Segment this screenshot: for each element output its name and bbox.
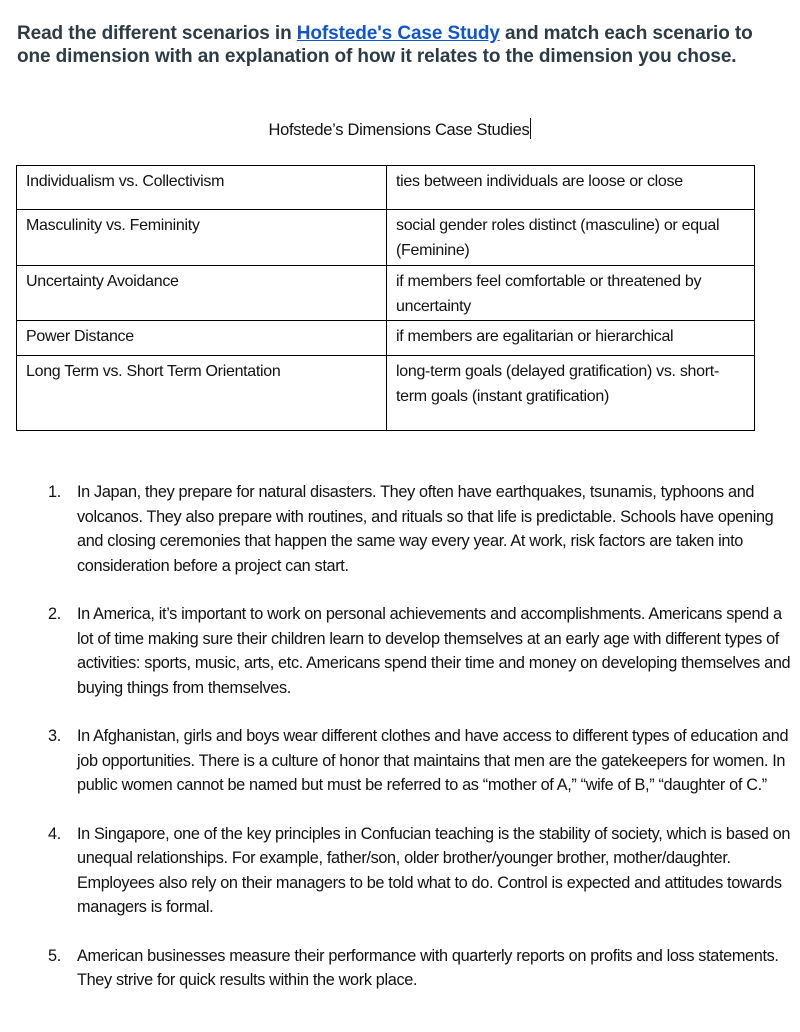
scenario-number: 5. <box>48 946 61 965</box>
scenario-item <box>0 944 800 993</box>
scenario-text: In Singapore, one of the key principles in Confucian teaching is the stability of society, which is based on unequal relationships. For example, father/son, older brother/younger brother, mother/daughter. Employees also rely on their managers to be told what to do. Control is expected and attitudes towards managers is formal. <box>77 824 791 916</box>
scenario-text: In Afghanistan, girls and boys wear different clothes and have access to different types of education and job opportunities. There is a culture of honor that maintains that men are the gatekeepers for women. In public women cannot be named but must be referred to as “mother of A,” “wife of B,” “daughter of C.” <box>77 727 789 794</box>
scenario-item <box>0 822 800 920</box>
scenario-number: 3. <box>48 727 61 745</box>
dimension-name: Masculinity vs. Femininity <box>17 210 387 266</box>
dimension-name: Long Term vs. Short Term Orientation <box>17 356 387 431</box>
document-title-text: Hofstede’s Dimensions Case Studies <box>268 121 530 139</box>
scenario-number: 4. <box>48 824 61 843</box>
document-title <box>0 118 800 140</box>
scenario-text: In America, it’s important to work on personal achievements and accomplishments. Americans spend a lot of time making sure their children learn to develop themselves at an early age with different types of activities: sports, music, arts, etc. Americans spend their time and money on developing themselves and buying things from themselves. <box>77 605 791 697</box>
table-row <box>17 356 755 431</box>
assignment-instructions <box>17 22 787 68</box>
table-row <box>17 321 755 356</box>
dimensions-table <box>16 165 755 431</box>
dimension-description: long-term goals (delayed gratification) vs. short-term goals (instant gratification) <box>387 356 755 431</box>
hofstede-case-study-link[interactable]: Hofstede's Case Study <box>296 23 500 44</box>
scenario-number: 2. <box>48 605 61 623</box>
dimension-description: ties between individuals are loose or close <box>387 166 755 210</box>
scenario-list <box>0 480 800 1017</box>
scenario-text: In Japan, they prepare for natural disasters. They often have earthquakes, tsunamis, typhoons and volcanos. They also prepare with routines, and rituals so that life is predictable. Schools have opening and closing ceremonies that happen the same way every year. At work, risk factors are taken into consideration before a project can start. <box>77 483 774 575</box>
text-cursor <box>530 118 531 139</box>
table-row <box>17 210 755 266</box>
scenario-item <box>0 602 800 700</box>
dimension-description: if members are egalitarian or hierarchical <box>387 321 755 356</box>
dimension-name: Uncertainty Avoidance <box>17 266 387 321</box>
dimension-description: if members feel comfortable or threatened by uncertainty <box>387 266 755 321</box>
dimension-description: social gender roles distinct (masculine) or equal (Feminine) <box>387 210 755 266</box>
scenario-text: American businesses measure their performance with quarterly reports on profits and loss statements. They strive for quick results within the work place. <box>77 946 779 989</box>
instructions-text-before-link: Read the different scenarios in <box>17 23 297 44</box>
instructions-text-after-link: and match each scenario to one dimension with an explanation of how it relates to the dimension you chose. <box>17 23 753 67</box>
scenario-item <box>0 724 800 798</box>
table-row <box>17 266 755 321</box>
scenario-item <box>0 480 800 578</box>
table-row <box>17 166 755 210</box>
dimension-name: Power Distance <box>17 321 387 356</box>
dimension-name: Individualism vs. Collectivism <box>17 166 387 210</box>
scenario-number: 1. <box>48 483 61 501</box>
